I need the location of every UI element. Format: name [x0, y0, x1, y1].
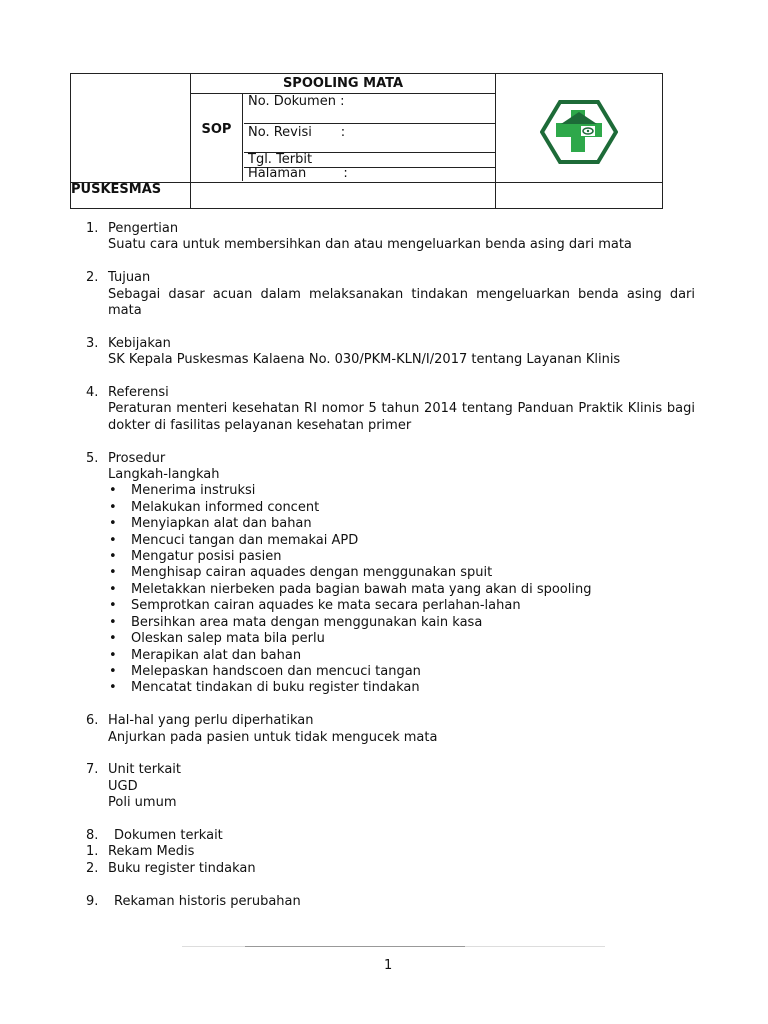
bullet: • — [109, 516, 117, 532]
list-item: • Oleskan salep mata bila perlu — [109, 631, 325, 647]
bullet: • — [109, 647, 117, 663]
list-item: • Menyiapkan alat dan bahan — [109, 516, 312, 532]
procedure-steps — [108, 483, 695, 696]
halaman-field: Halaman : — [248, 166, 348, 181]
section-title: Rekaman historis perubahan — [114, 893, 301, 909]
section-number: 6. — [86, 713, 99, 729]
bullet: • — [109, 532, 117, 548]
document-title: SPOOLING MATA — [191, 74, 495, 94]
puskesmas-logo-icon — [540, 100, 618, 164]
bullet: • — [109, 680, 117, 696]
section-number: 4. — [86, 385, 99, 401]
list-item: • Melepaskan handscoen dan mencuci tangan — [109, 663, 421, 679]
section-number: 3. — [86, 335, 99, 351]
list-item: • Mencatat tindakan di buku register tindakan — [109, 680, 420, 696]
section-number: 2. — [86, 270, 99, 286]
tgl-terbit-field: Tgl. Terbit — [244, 153, 495, 168]
section-referensi — [86, 385, 695, 434]
section-hal-hal — [86, 713, 695, 746]
list-item: • Mencuci tangan dan memakai APD — [109, 532, 359, 548]
unit-item: UGD — [108, 778, 138, 794]
list-item: • Melakukan informed concent — [109, 499, 320, 515]
list-item: • Bersihkan area mata dengan menggunakan kain kasa — [109, 614, 483, 630]
section-number: 7. — [86, 762, 99, 778]
no-dokumen-field: No. Dokumen : — [244, 94, 495, 124]
section-text: Suatu cara untuk membersihkan dan atau mengeluarkan benda asing dari mata — [108, 237, 632, 253]
section-title: Hal-hal yang perlu diperhatikan — [108, 713, 314, 729]
list-item: • Menerima instruksi — [109, 483, 256, 499]
bullet: • — [109, 499, 117, 515]
bullet: • — [109, 598, 117, 614]
logo-cell — [496, 74, 663, 183]
list-item: • Menghisap cairan aquades dengan menggunakan spuit — [109, 565, 493, 581]
bullet: • — [109, 483, 117, 499]
procedure-subtitle: Langkah-langkah — [108, 467, 220, 483]
header-bottom-middle — [191, 182, 496, 208]
section-text: Sebagai dasar acuan dalam melaksanakan tindakan mengeluarkan benda asing dari mata — [108, 286, 695, 319]
section-title: Unit terkait — [108, 762, 182, 778]
section-title: Referensi — [108, 385, 169, 401]
section-unit-terkait — [86, 762, 695, 811]
bullet: • — [109, 631, 117, 647]
list-item: • Meletakkan nierbeken pada bagian bawah mata yang akan di spooling — [109, 581, 592, 597]
section-text: SK Kepala Puskesmas Kalaena No. 030/PKM-KLN/I/2017 tentang Layanan Klinis — [108, 352, 621, 368]
page-number: 1 — [384, 958, 393, 973]
unit-item: Poli umum — [108, 795, 177, 811]
section-dokumen-terkait — [86, 828, 695, 877]
list-item: • Mengatur posisi pasien — [109, 549, 282, 565]
list-item: 2. Buku register tindakan — [86, 860, 256, 876]
section-prosedur — [86, 451, 695, 697]
sop-body — [86, 221, 695, 926]
section-title: Kebijakan — [108, 335, 171, 351]
section-number: 5. — [86, 450, 99, 466]
section-text: Peraturan menteri kesehatan RI nomor 5 tahun 2014 tentang Panduan Praktik Klinis bagi dokter di fasilitas pelayanan kesehatan primer — [108, 401, 695, 433]
section-kebijakan — [86, 336, 695, 369]
sop-label: SOP — [191, 94, 243, 181]
bullet: • — [109, 614, 117, 630]
list-item: • Merapikan alat dan bahan — [109, 647, 302, 663]
list-item: 1. Rekam Medis — [86, 844, 195, 860]
section-title: Dokumen terkait — [114, 827, 223, 843]
bullet: • — [109, 549, 117, 565]
header-middle-cell — [191, 74, 496, 183]
section-title: Pengertian — [108, 221, 179, 236]
bullet: • — [109, 565, 117, 581]
section-number: 1. — [86, 221, 99, 236]
bullet: • — [109, 663, 117, 679]
institution-label: PUSKESMAS — [71, 182, 191, 208]
bullet: • — [109, 581, 117, 597]
section-title: Prosedur — [108, 450, 166, 466]
section-text: Anjurkan pada pasien untuk tidak mengucek mata — [108, 729, 438, 745]
document-meta — [244, 94, 495, 181]
section-title: Tujuan — [108, 270, 151, 286]
section-number: 8. — [86, 827, 99, 843]
section-tujuan — [86, 270, 695, 319]
header-bottom-right — [496, 182, 663, 208]
footer-divider-dark — [245, 946, 465, 947]
list-item: • Semprotkan cairan aquades ke mata secara perlahan-lahan — [109, 598, 521, 614]
section-pengertian — [86, 221, 695, 254]
no-revisi-field: No. Revisi : — [244, 124, 495, 153]
document-list — [86, 844, 695, 877]
section-number: 9. — [86, 893, 99, 909]
sop-header-table — [70, 73, 663, 209]
section-rekaman-historis — [86, 894, 695, 910]
header-left-cell — [71, 74, 191, 183]
